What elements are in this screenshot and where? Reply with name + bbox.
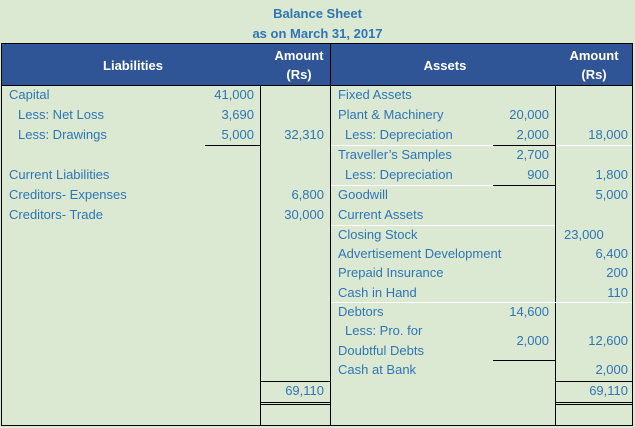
samples-dep-value: 900 [527,167,549,182]
cash-hand-total: 110 [607,285,628,300]
samples-label: Traveller’s Samples [338,147,452,162]
samples-dep-label: Less: Depreciation [345,167,453,182]
plant-label: Plant & Machinery [338,107,444,122]
debtors-value: 14,600 [509,304,549,319]
capital-value: 41,000 [214,87,254,102]
liabilities-grand-total: 69,110 [285,383,324,398]
goodwill-total: 5,000 [595,187,628,202]
cash-bank-label: Cash at Bank [338,362,417,377]
header-amount-right: Amount (Rs) [556,44,632,86]
debtors-label: Debtors [338,304,384,319]
cash-hand-label: Cash in Hand [338,285,417,300]
plant-dep-label: Less: Depreciation [345,127,453,142]
provision-value: 2,000 [516,333,549,348]
capital-label: Capital [9,87,50,102]
net-loss-label: Less: Net Loss [18,107,104,122]
creditors-trade-label: Creditors- Trade [9,207,103,222]
closing-stock-label: Closing Stock [338,227,418,242]
sheet-title: Balance Sheet [273,6,362,21]
drawings-value: 5,000 [221,127,254,142]
plant-total: 18,000 [588,127,628,142]
current-assets-label: Current Assets [338,207,424,222]
balance-sheet-table [1,43,633,426]
goodwill-label: Goodwill [338,187,388,202]
debtors-total: 12,600 [588,333,628,348]
prepaid-total: 200 [606,265,628,280]
plant-value: 20,000 [509,107,549,122]
advertisement-total: 6,400 [595,246,628,261]
samples-total: 1,800 [595,167,628,182]
header-amount-left: Amount (Rs) [264,44,334,86]
provision-label-1: Less: Pro. for [345,323,423,338]
capital-total: 32,310 [284,127,324,142]
samples-value: 2,700 [516,147,549,162]
fixed-assets-label: Fixed Assets [338,87,412,102]
drawings-label: Less: Drawings [18,127,107,142]
creditors-expenses-label: Creditors- Expenses [9,187,127,202]
header-liabilities: Liabilities [2,44,264,86]
cash-bank-total: 2,000 [595,362,628,377]
current-liabilities-label: Current Liabilities [9,167,110,182]
advertisement-label: Advertisement Development [338,246,502,261]
prepaid-label: Prepaid Insurance [338,265,444,280]
creditors-trade-total: 30,000 [284,207,324,222]
header-assets: Assets [334,44,556,86]
creditors-expenses-total: 6,800 [291,187,324,202]
net-loss-value: 3,690 [221,107,254,122]
plant-dep-value: 2,000 [516,127,549,142]
sheet-date: as on March 31, 2017 [252,26,383,41]
provision-label-2: Doubtful Debts [338,343,424,358]
closing-stock-total: 23,000 [564,227,604,242]
assets-grand-total: 69,110 [589,383,628,398]
